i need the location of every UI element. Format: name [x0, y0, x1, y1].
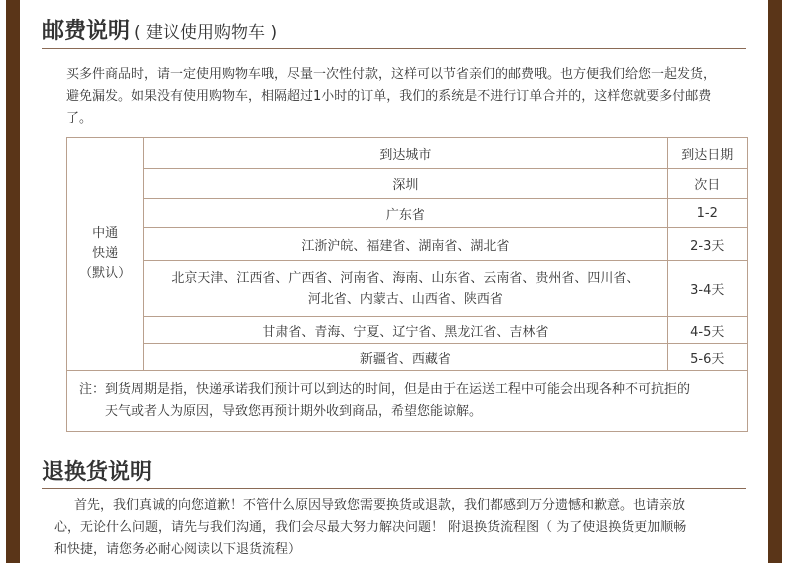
table-row [67, 228, 748, 261]
postage-intro-line: 买多件商品时，请一定使用购物车哦，尽量一次性付款，这样可以节省亲们的邮费哦。也方便我们给您一起发货， [66, 67, 717, 82]
table-row [67, 138, 748, 169]
days-cell: 4-5天 [667, 317, 748, 344]
note-cell [67, 371, 748, 432]
table-row [67, 371, 748, 432]
carrier-name: 中通 [92, 226, 119, 241]
postage-subtitle: ( 建议使用购物车 ) [134, 23, 278, 43]
carrier-name: 快递 [92, 246, 119, 261]
city-cell: 广东省 [144, 199, 667, 228]
postage-divider [42, 48, 746, 49]
carrier-cell [67, 138, 144, 371]
table-row [67, 169, 748, 199]
returns-line: 心，无论什么问题，请先与我们沟通，我们会尽最大努力解决问题！ 附退换货流程图（ 为了使退换货更加顺畅 [54, 520, 687, 535]
returns-section-heading [42, 455, 746, 486]
city-cell: 新疆省、西藏省 [144, 344, 667, 371]
page-content [42, 0, 746, 563]
returns-line: 和快捷，请您务必耐心阅读以下退货流程） [54, 542, 302, 557]
returns-divider [42, 488, 746, 489]
city-cell [144, 261, 667, 317]
days-cell: 5-6天 [667, 344, 748, 371]
city-line: 北京天津、江西省、广西省、河南省、海南、山东省、云南省、贵州省、四川省、 [171, 270, 640, 286]
postage-title: 邮费说明 [42, 19, 131, 44]
table-row [67, 261, 748, 317]
days-cell: 3-4天 [667, 261, 748, 317]
days-cell: 1-2 [667, 199, 748, 228]
note-line: 天气或者人为原因，导致您再预计期外收到商品，希望您能谅解。 [105, 404, 483, 419]
table-row [67, 199, 748, 228]
left-border-bar [6, 0, 20, 563]
days-cell: 2-3天 [667, 228, 748, 261]
carrier-default-label: （默认） [79, 266, 132, 281]
city-cell: 江浙沪皖、福建省、湖南省、湖北省 [144, 228, 667, 261]
returns-text [54, 495, 744, 561]
postage-intro [66, 64, 756, 130]
returns-title: 退换货说明 [42, 460, 153, 485]
header-days: 到达日期 [667, 138, 748, 169]
days-cell: 次日 [667, 169, 748, 199]
shipping-table [66, 137, 748, 432]
city-cell: 甘肃省、青海、宁夏、辽宁省、黑龙江省、吉林省 [144, 317, 667, 344]
right-border-bar [768, 0, 782, 563]
city-line: 河北省、内蒙古、山西省、陕西省 [307, 291, 503, 307]
table-row [67, 317, 748, 344]
note-line: 注：到货周期是指，快递承诺我们预计可以到达的时间，但是由于在运送工程中可能会出现各种不可抗拒的 [79, 382, 691, 397]
postage-section-heading [42, 14, 746, 45]
postage-intro-line: 了。 [66, 111, 93, 126]
postage-intro-line: 避免漏发。如果没有使用购物车，相隔超过1小时的订单，我们的系统是不进行订单合并的，这样您就要多付邮费 [66, 89, 712, 104]
table-row [67, 344, 748, 371]
header-city: 到达城市 [144, 138, 667, 169]
returns-line: 首先，我们真诚的向您道歉！不管什么原因导致您需要换货或退款，我们都感到万分遗憾和歉意。也请亲放 [74, 498, 686, 513]
city-cell: 深圳 [144, 169, 667, 199]
